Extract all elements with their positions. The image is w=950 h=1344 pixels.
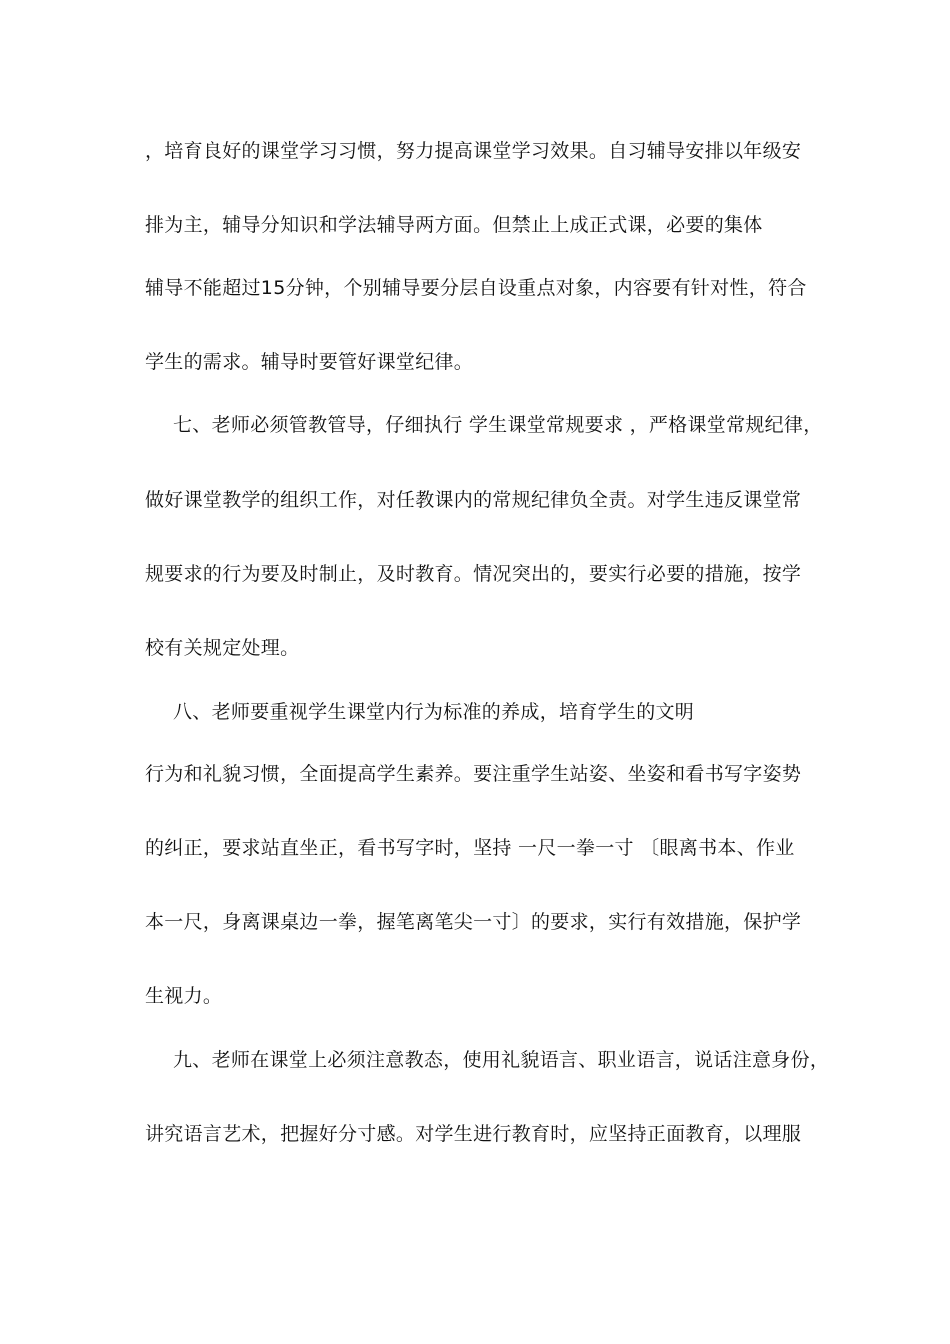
text-line-4: 学生的需求。辅导时要管好课堂纪律。 [145, 351, 474, 373]
paragraph-nine-start: 九、老师在课堂上必须注意教态，使用礼貌语言、职业语言，说话注意身份， [173, 1049, 830, 1071]
text-line-10: 行为和礼貌习惯，全面提高学生素养。要注重学生站姿、坐姿和看书写字姿势 [145, 763, 802, 785]
text-line-1: ，培育良好的课堂学习习惯，努力提高课堂学习效果。自习辅导安排以年级安 [145, 140, 802, 162]
text-line-7: 规要求的行为要及时制止，及时教育。情况突出的，要实行必要的措施，按学 [145, 563, 802, 585]
text-line-13: 生视力。 [145, 985, 223, 1007]
text-line-15: 讲究语言艺术，把握好分寸感。对学生进行教育时，应坚持正面教育，以理服 [145, 1123, 802, 1145]
paragraph-seven-start: 七、老师必须管教管导，仔细执行 学生课堂常规要求 ，严格课堂常规纪律， [173, 414, 823, 436]
text-line-6: 做好课堂教学的组织工作，对任教课内的常规纪律负全责。对学生违反课堂常 [145, 489, 802, 511]
text-line-3: 辅导不能超过15分钟，个别辅导要分层自设重点对象，内容要有针对性，符合 [145, 277, 807, 299]
text-line-11: 的纠正，要求站直坐正，看书写字时，坚持 一尺一拳一寸 〔眼离书本、作业 [145, 837, 795, 859]
text-line-2: 排为主，辅导分知识和学法辅导两方面。但禁止上成正式课，必要的集体 [145, 214, 763, 236]
text-line-8: 校有关规定处理。 [145, 637, 300, 659]
paragraph-eight-start: 八、老师要重视学生课堂内行为标准的养成，培育学生的文明 [173, 701, 695, 723]
text-line-12: 本一尺，身离课桌边一拳，握笔离笔尖一寸〕的要求，实行有效措施，保护学 [145, 911, 802, 933]
